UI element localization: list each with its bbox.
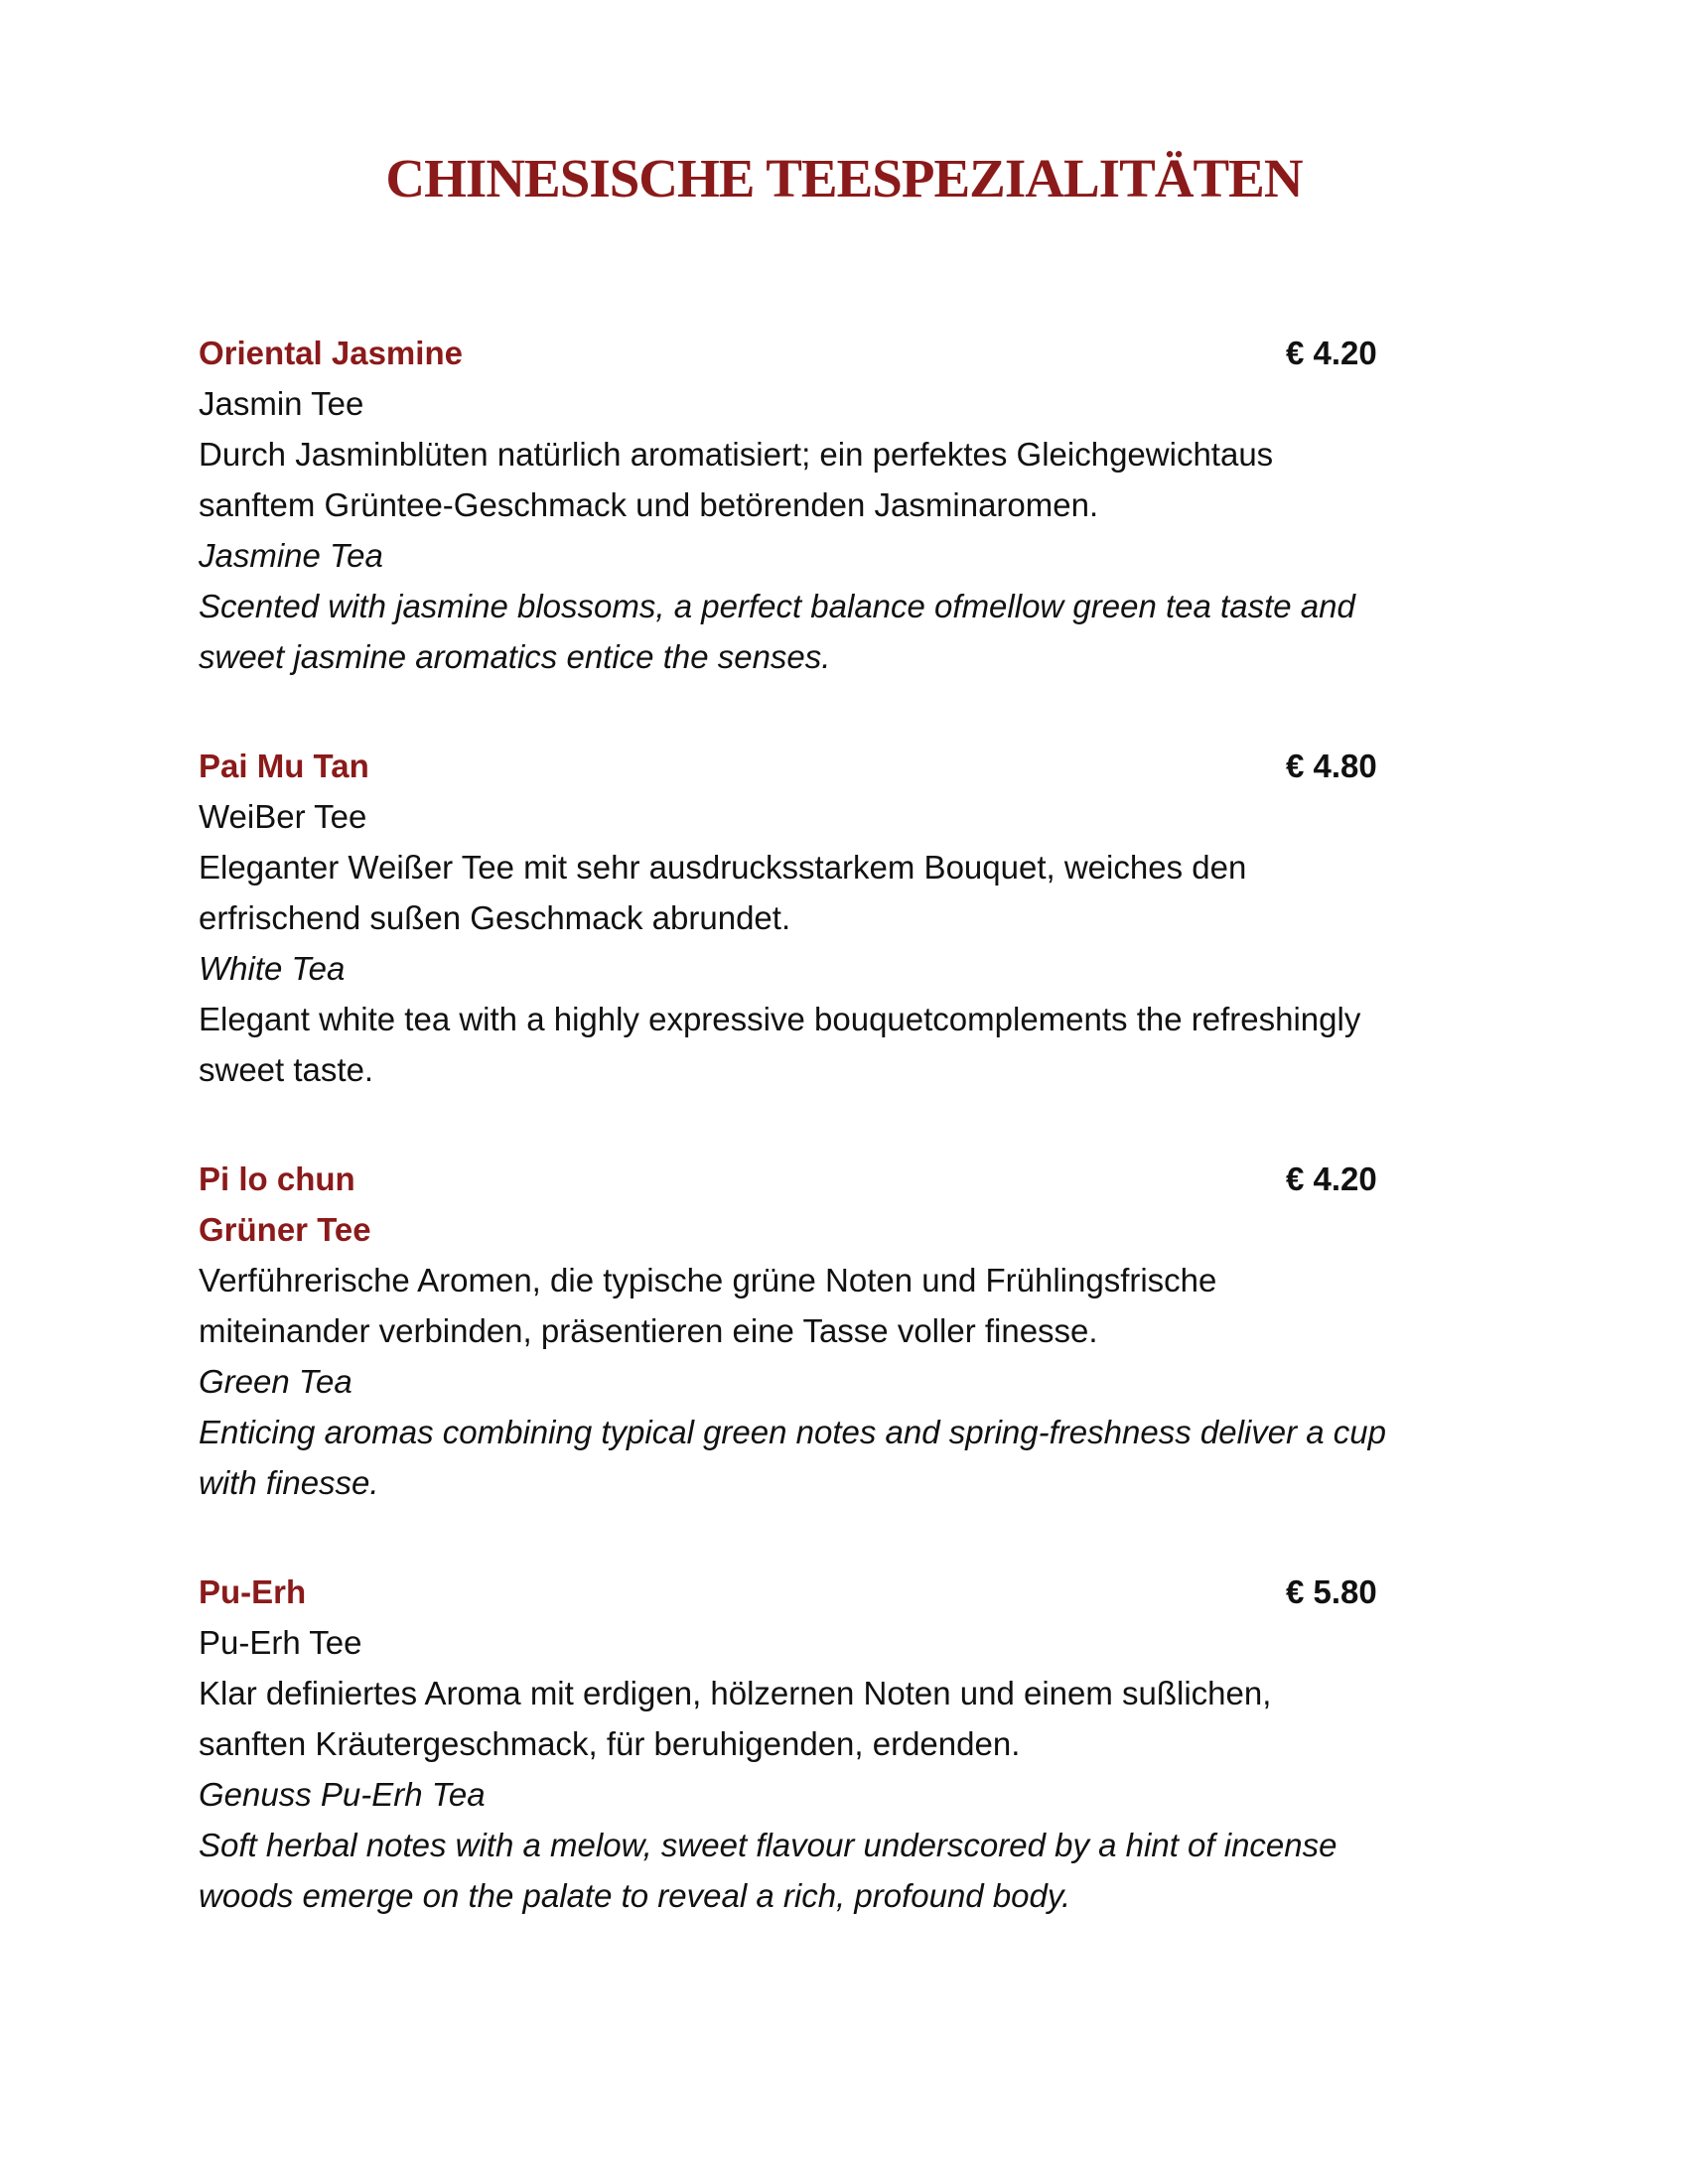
tea-description-en: Enticing aromas combining typical green notes and spring-freshness deliver a cup (199, 1414, 1386, 1450)
tea-price: € 4.20 (1286, 335, 1377, 371)
tea-item-pi-lo-chun (199, 1154, 1489, 1508)
tea-description-en: woods emerge on the palate to reveal a rich, profound body. (199, 1877, 1071, 1914)
tea-description-en: with finesse. (199, 1464, 379, 1501)
tea-type-de: Jasmin Tee (199, 385, 364, 422)
tea-name: Pu-Erh (199, 1573, 307, 1610)
tea-type-de: WeiBer Tee (199, 798, 367, 835)
tea-description-de: erfrischend sußen Geschmack abrundet. (199, 899, 791, 936)
tea-description-en: Scented with jasmine blossoms, a perfect balance ofmellow green tea taste and (199, 588, 1355, 624)
tea-item-pai-mu-tan (199, 741, 1489, 1095)
tea-item-oriental-jasmine (199, 328, 1489, 682)
tea-type-en: White Tea (199, 950, 346, 987)
tea-description-de: Durch Jasminblüten natürlich aromatisiert; ein perfektes Gleichgewichtaus (199, 436, 1274, 473)
tea-description-de: miteinander verbinden, präsentieren eine Tasse voller finesse. (199, 1312, 1098, 1349)
tea-header (199, 1567, 1489, 1617)
tea-description-de: Eleganter Weißer Tee mit sehr ausdrucksstarkem Bouquet, weiches den (199, 849, 1247, 886)
tea-name: Pi lo chun (199, 1160, 355, 1197)
tea-type-de: Pu-Erh Tee (199, 1624, 362, 1661)
tea-description-de: sanftem Grüntee-Geschmack und betörenden Jasminaromen. (199, 486, 1099, 523)
tea-price: € 5.80 (1286, 1573, 1377, 1610)
tea-type-de: Grüner Tee (199, 1211, 371, 1248)
tea-description-de: Verführerische Aromen, die typische grüne Noten und Frühlingsfrische (199, 1262, 1217, 1298)
tea-type-en: Jasmine Tea (199, 537, 383, 574)
tea-item-pu-erh (199, 1567, 1489, 1921)
tea-header (199, 741, 1489, 791)
tea-description-en: Soft herbal notes with a melow, sweet flavour underscored by a hint of incense (199, 1827, 1337, 1863)
tea-price: € 4.80 (1286, 748, 1377, 784)
tea-menu (199, 328, 1489, 1979)
tea-description-en: sweet taste. (199, 1051, 374, 1088)
tea-description-de: Klar definiertes Aroma mit erdigen, hölzernen Noten und einem sußlichen, (199, 1675, 1272, 1711)
tea-name: Pai Mu Tan (199, 748, 369, 784)
tea-description-en: sweet jasmine aromatics entice the senses. (199, 638, 831, 675)
page-title: CHINESISCHE TEESPEZIALITÄTEN (385, 148, 1303, 208)
tea-name: Oriental Jasmine (199, 335, 463, 371)
tea-type-en: Genuss Pu-Erh Tea (199, 1776, 486, 1813)
tea-header (199, 1154, 1489, 1204)
tea-header (199, 328, 1489, 378)
tea-price: € 4.20 (1286, 1160, 1377, 1197)
tea-description-de: sanften Kräutergeschmack, für beruhigenden, erdenden. (199, 1725, 1021, 1762)
tea-description-en: Elegant white tea with a highly expressive bouquetcomplements the refreshingly (199, 1001, 1361, 1037)
tea-type-en: Green Tea (199, 1363, 352, 1400)
